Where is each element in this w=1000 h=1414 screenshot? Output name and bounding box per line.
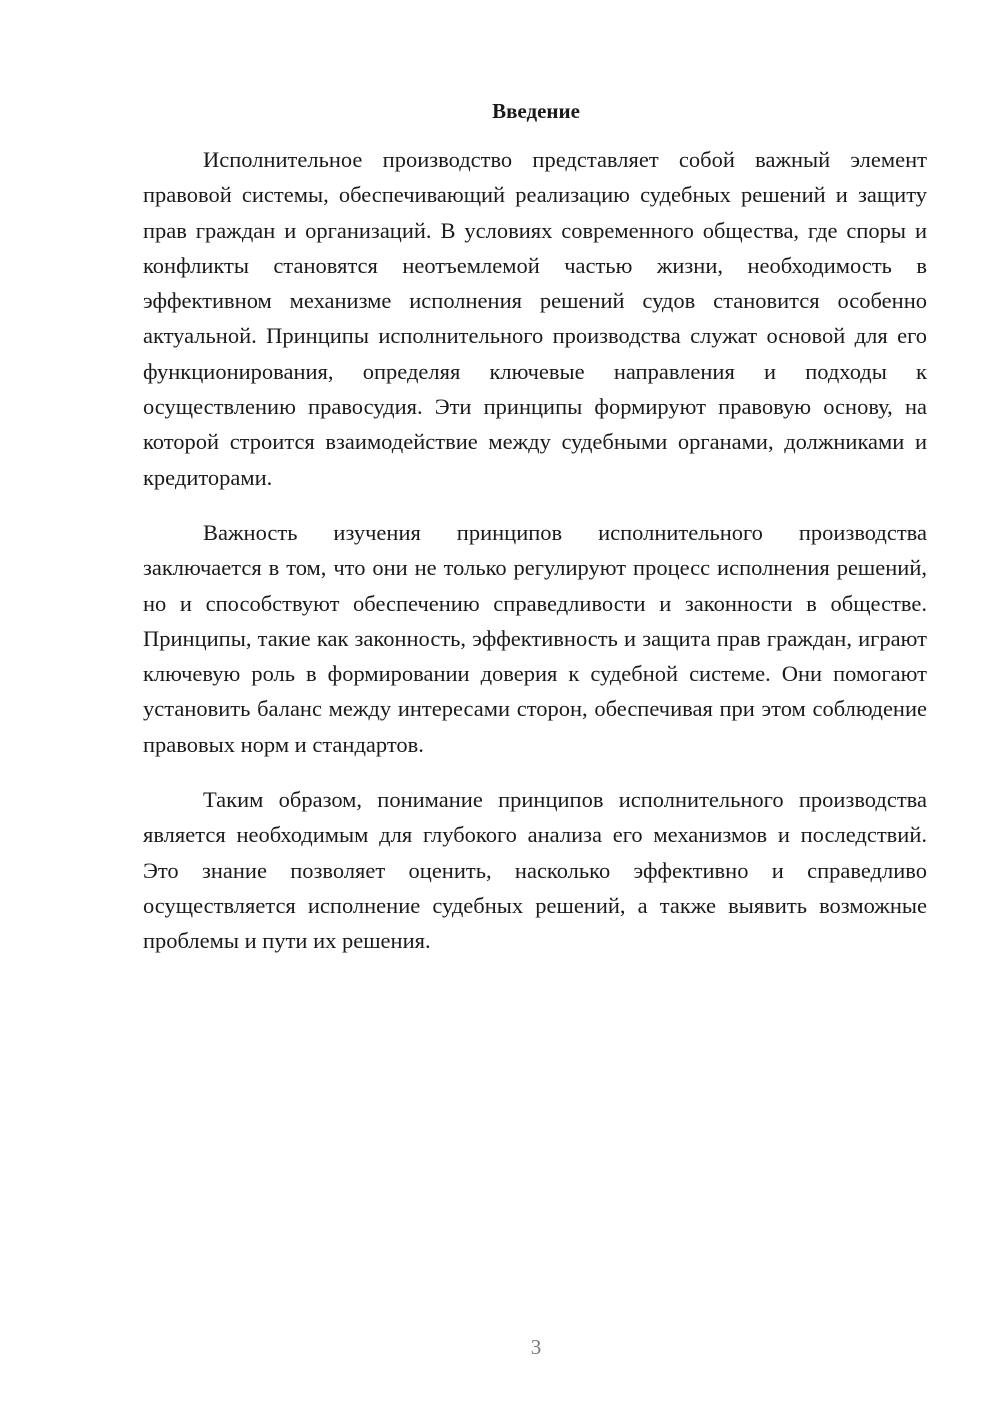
paragraph-intro: Исполнительное производство представляет собой важный элемент правовой системы, обеспечивающий реализацию судебных решений и защиту прав граждан и организаций. В условиях современного общества, где споры и конфликты становятся неотъемлемой частью жизни, необходимость в эффективном механизме исполнения решений судов становится особенно актуальной. Принципы исполнительного производства служат основой для его функционирования, определяя ключевые направления и подходы к осуществлению правосудия. Эти принципы формируют правовую основу, на которой строится взаимодействие между судебными органами, должниками и кредиторами. — [143, 147, 927, 490]
section-heading: Введение — [492, 99, 580, 123]
paragraph-importance: Важность изучения принципов исполнительного производства заключается в том, что они не только регулируют процесс исполнения решений, но и способствуют обеспечению справедливости и законности в обществе. Принципы, такие как законность, эффективность и защита прав граждан, играют ключевую роль в формировании доверия к судебной системе. Они помогают установить баланс между интересами сторон, обеспечивая при этом соблюдение правовых норм и стандартов. — [143, 519, 927, 757]
paragraph-conclusion: Таким образом, понимание принципов исполнительного производства является необходимым для глубокого анализа его механизмов и последствий. Это знание позволяет оценить, насколько эффективно и справедливо осуществляется исполнение судебных решений, а также выявить возможные проблемы и пути их решения. — [143, 787, 927, 954]
page-number: 3 — [530, 1335, 542, 1359]
body-text — [143, 142, 927, 959]
